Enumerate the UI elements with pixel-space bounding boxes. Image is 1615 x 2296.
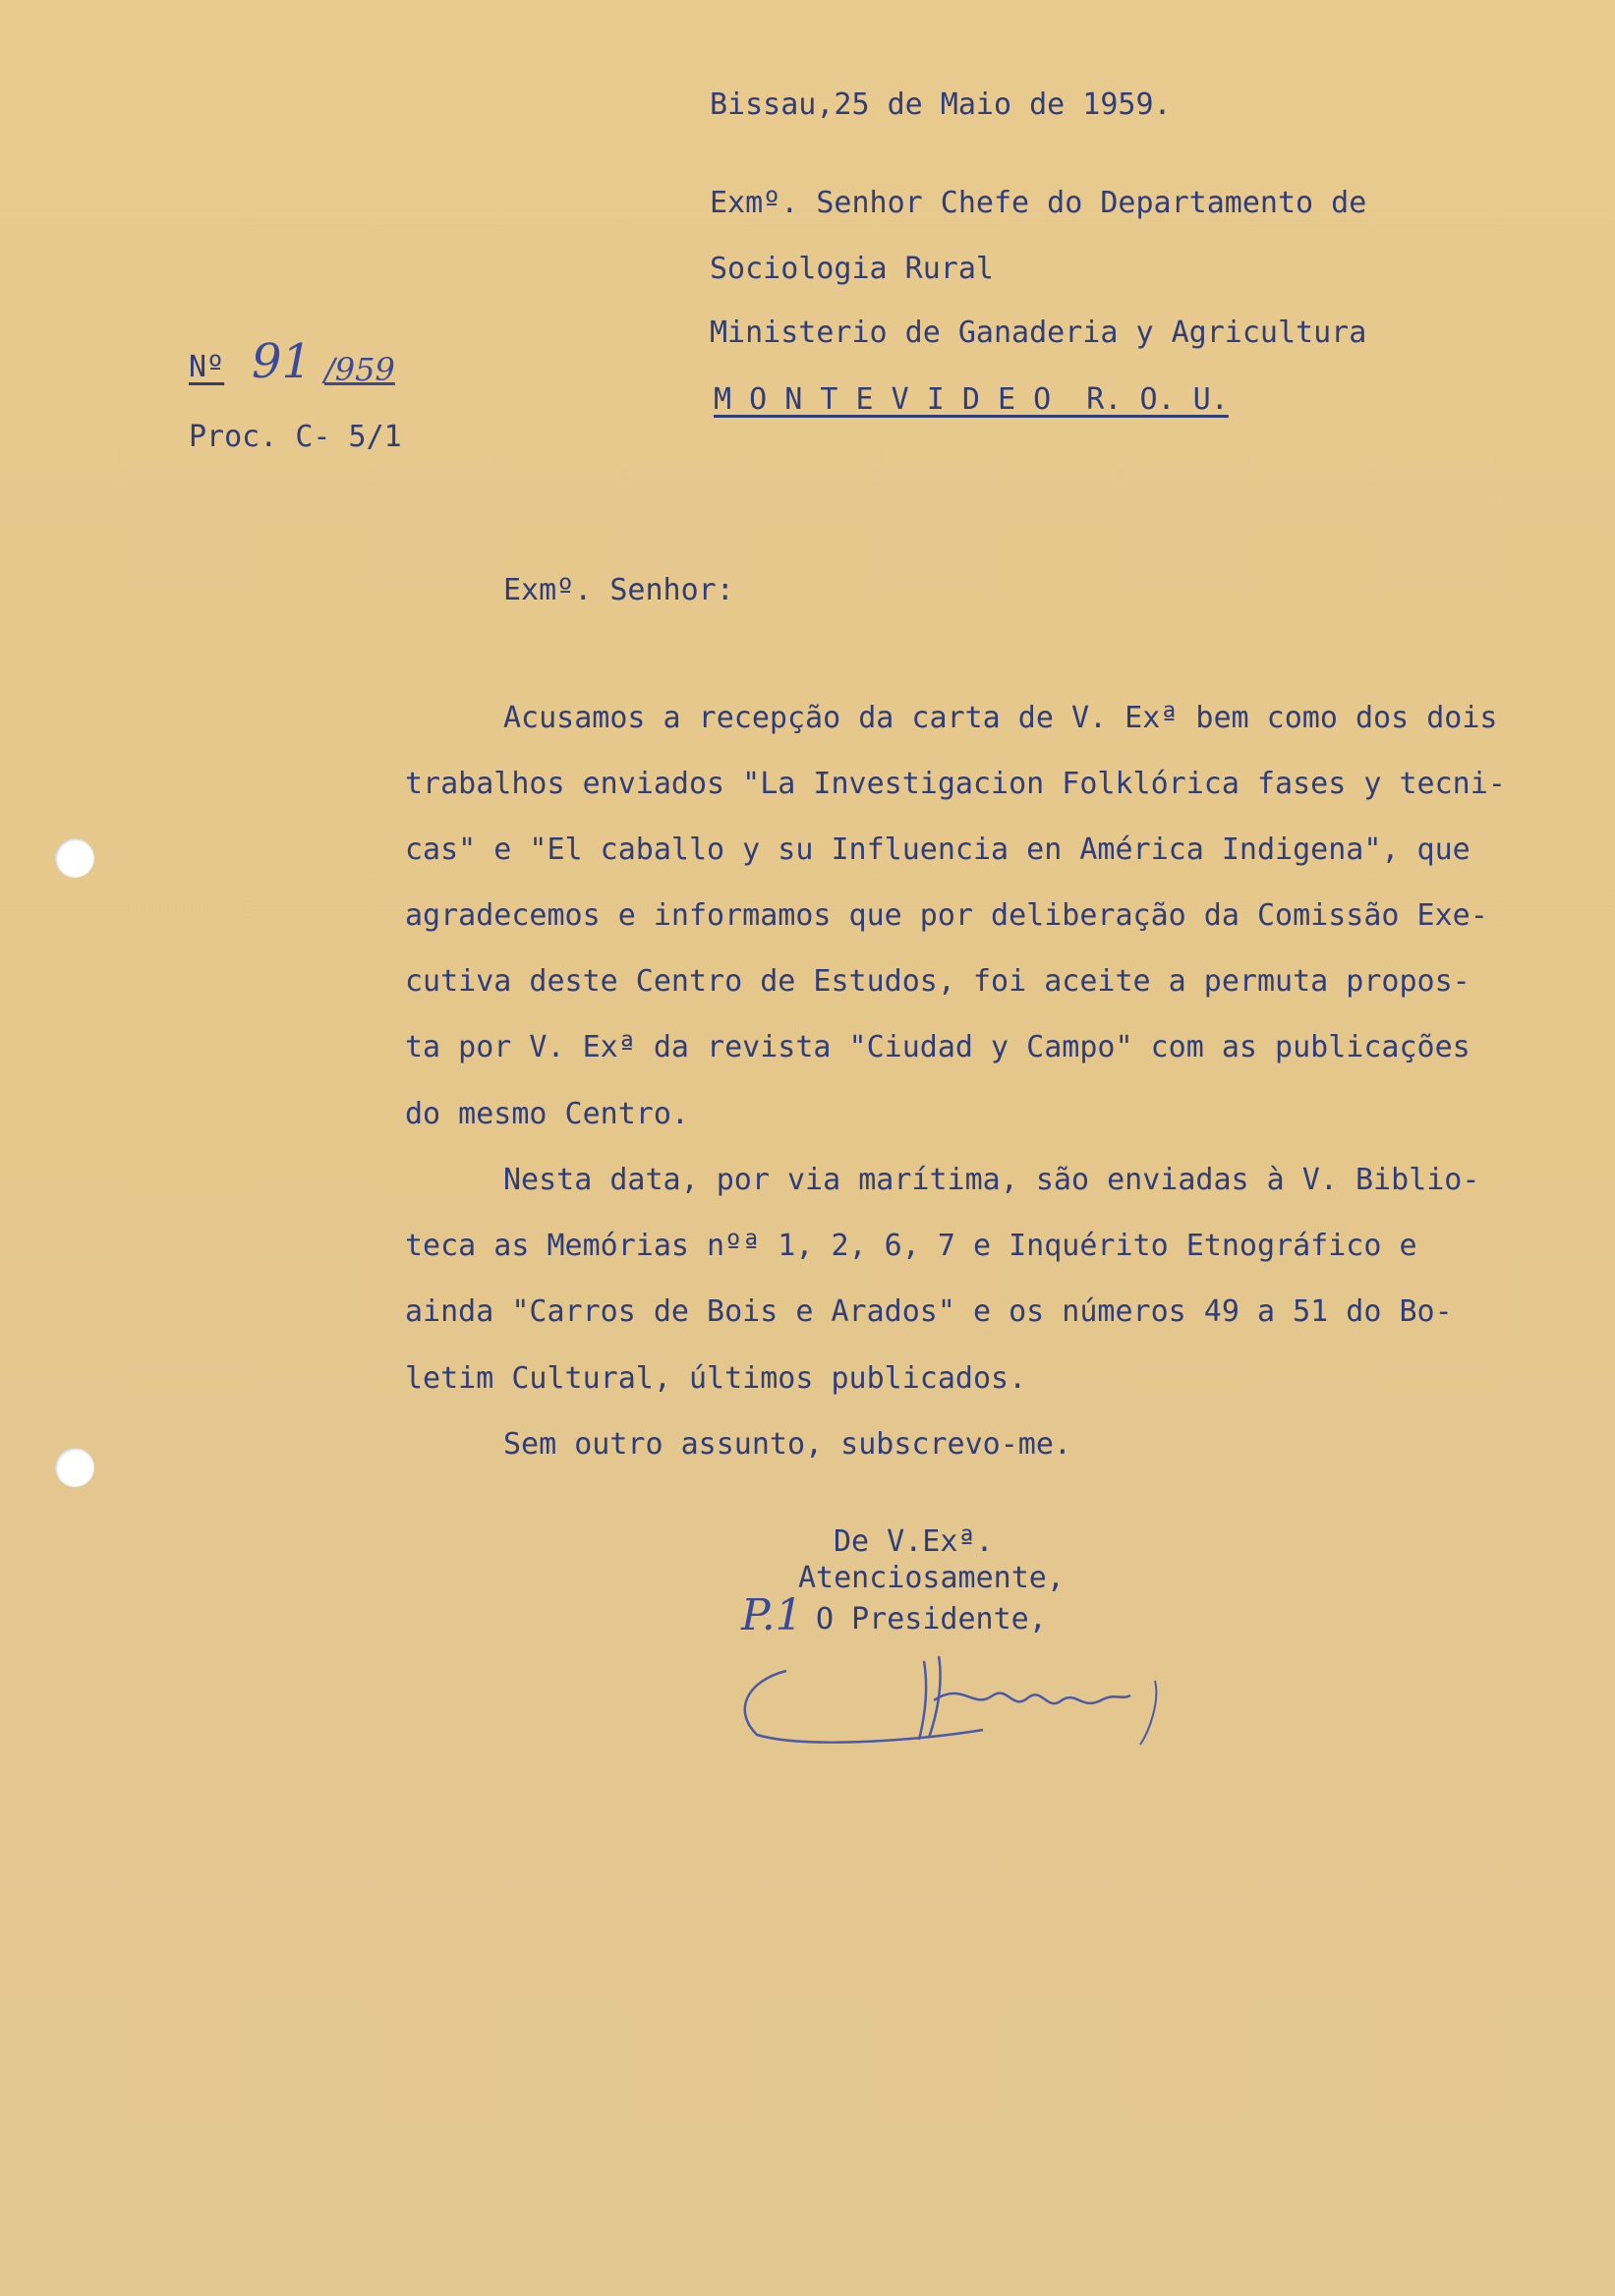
paragraph-3-line-1: Sem outro assunto, subscrevo-me. bbox=[503, 1427, 1071, 1462]
reference-number-year: /959 bbox=[324, 351, 395, 388]
punch-hole-top bbox=[55, 838, 94, 878]
paragraph-2-line-2: teca as Memórias nºª 1, 2, 6, 7 e Inquérito Etnográfico e bbox=[405, 1229, 1417, 1263]
paragraph-1-line-6: ta por V. Exª da revista "Ciudad y Campo" com as publicações bbox=[405, 1030, 1471, 1064]
paragraph-1-line-7: do mesmo Centro. bbox=[405, 1097, 689, 1131]
addressee-line-4: M O N T E V I D E O R. O. U. bbox=[714, 382, 1229, 417]
signature bbox=[727, 1641, 1180, 1759]
paragraph-1-line-4: agradecemos e informamos que por deliberação da Comissão Exe- bbox=[405, 898, 1488, 933]
paragraph-1-line-1: Acusamos a recepção da carta de V. Exª bem como dos dois bbox=[503, 701, 1498, 735]
closing-handwritten-prefix: P.1 bbox=[741, 1590, 803, 1640]
reference-number-handwritten: 91 bbox=[252, 334, 313, 389]
letter-date: Bissau,25 de Maio de 1959. bbox=[710, 87, 1172, 122]
paragraph-1-line-2: trabalhos enviados "La Investigacion Folklórica fases y tecni- bbox=[405, 767, 1506, 801]
punch-hole-bottom bbox=[55, 1448, 94, 1487]
paragraph-2-line-1: Nesta data, por via marítima, são enviadas à V. Biblio- bbox=[503, 1163, 1480, 1197]
paragraph-1-line-3: cas" e "El caballo y su Influencia en América Indigena", que bbox=[405, 832, 1471, 867]
closing-line-1: De V.Exª. bbox=[834, 1524, 994, 1559]
addressee-line-1: Exmº. Senhor Chefe do Departamento de bbox=[710, 186, 1367, 220]
addressee-line-2: Sociologia Rural bbox=[710, 252, 994, 286]
paragraph-2-line-3: ainda "Carros de Bois e Arados" e os números 49 a 51 do Bo- bbox=[405, 1294, 1453, 1329]
paragraph-1-line-5: cutiva deste Centro de Estudos, foi aceite a permuta propos- bbox=[405, 964, 1471, 999]
paragraph-2-line-4: letim Cultural, últimos publicados. bbox=[405, 1361, 1027, 1396]
process-reference: Proc. C- 5/1 bbox=[189, 420, 402, 454]
reference-number-prefix: Nº bbox=[189, 350, 225, 384]
salutation: Exmº. Senhor: bbox=[503, 573, 734, 607]
closing-line-2: Atenciosamente, bbox=[798, 1561, 1065, 1595]
addressee-line-3: Ministerio de Ganaderia y Agricultura bbox=[710, 316, 1367, 350]
closing-line-3: O Presidente, bbox=[816, 1602, 1047, 1636]
